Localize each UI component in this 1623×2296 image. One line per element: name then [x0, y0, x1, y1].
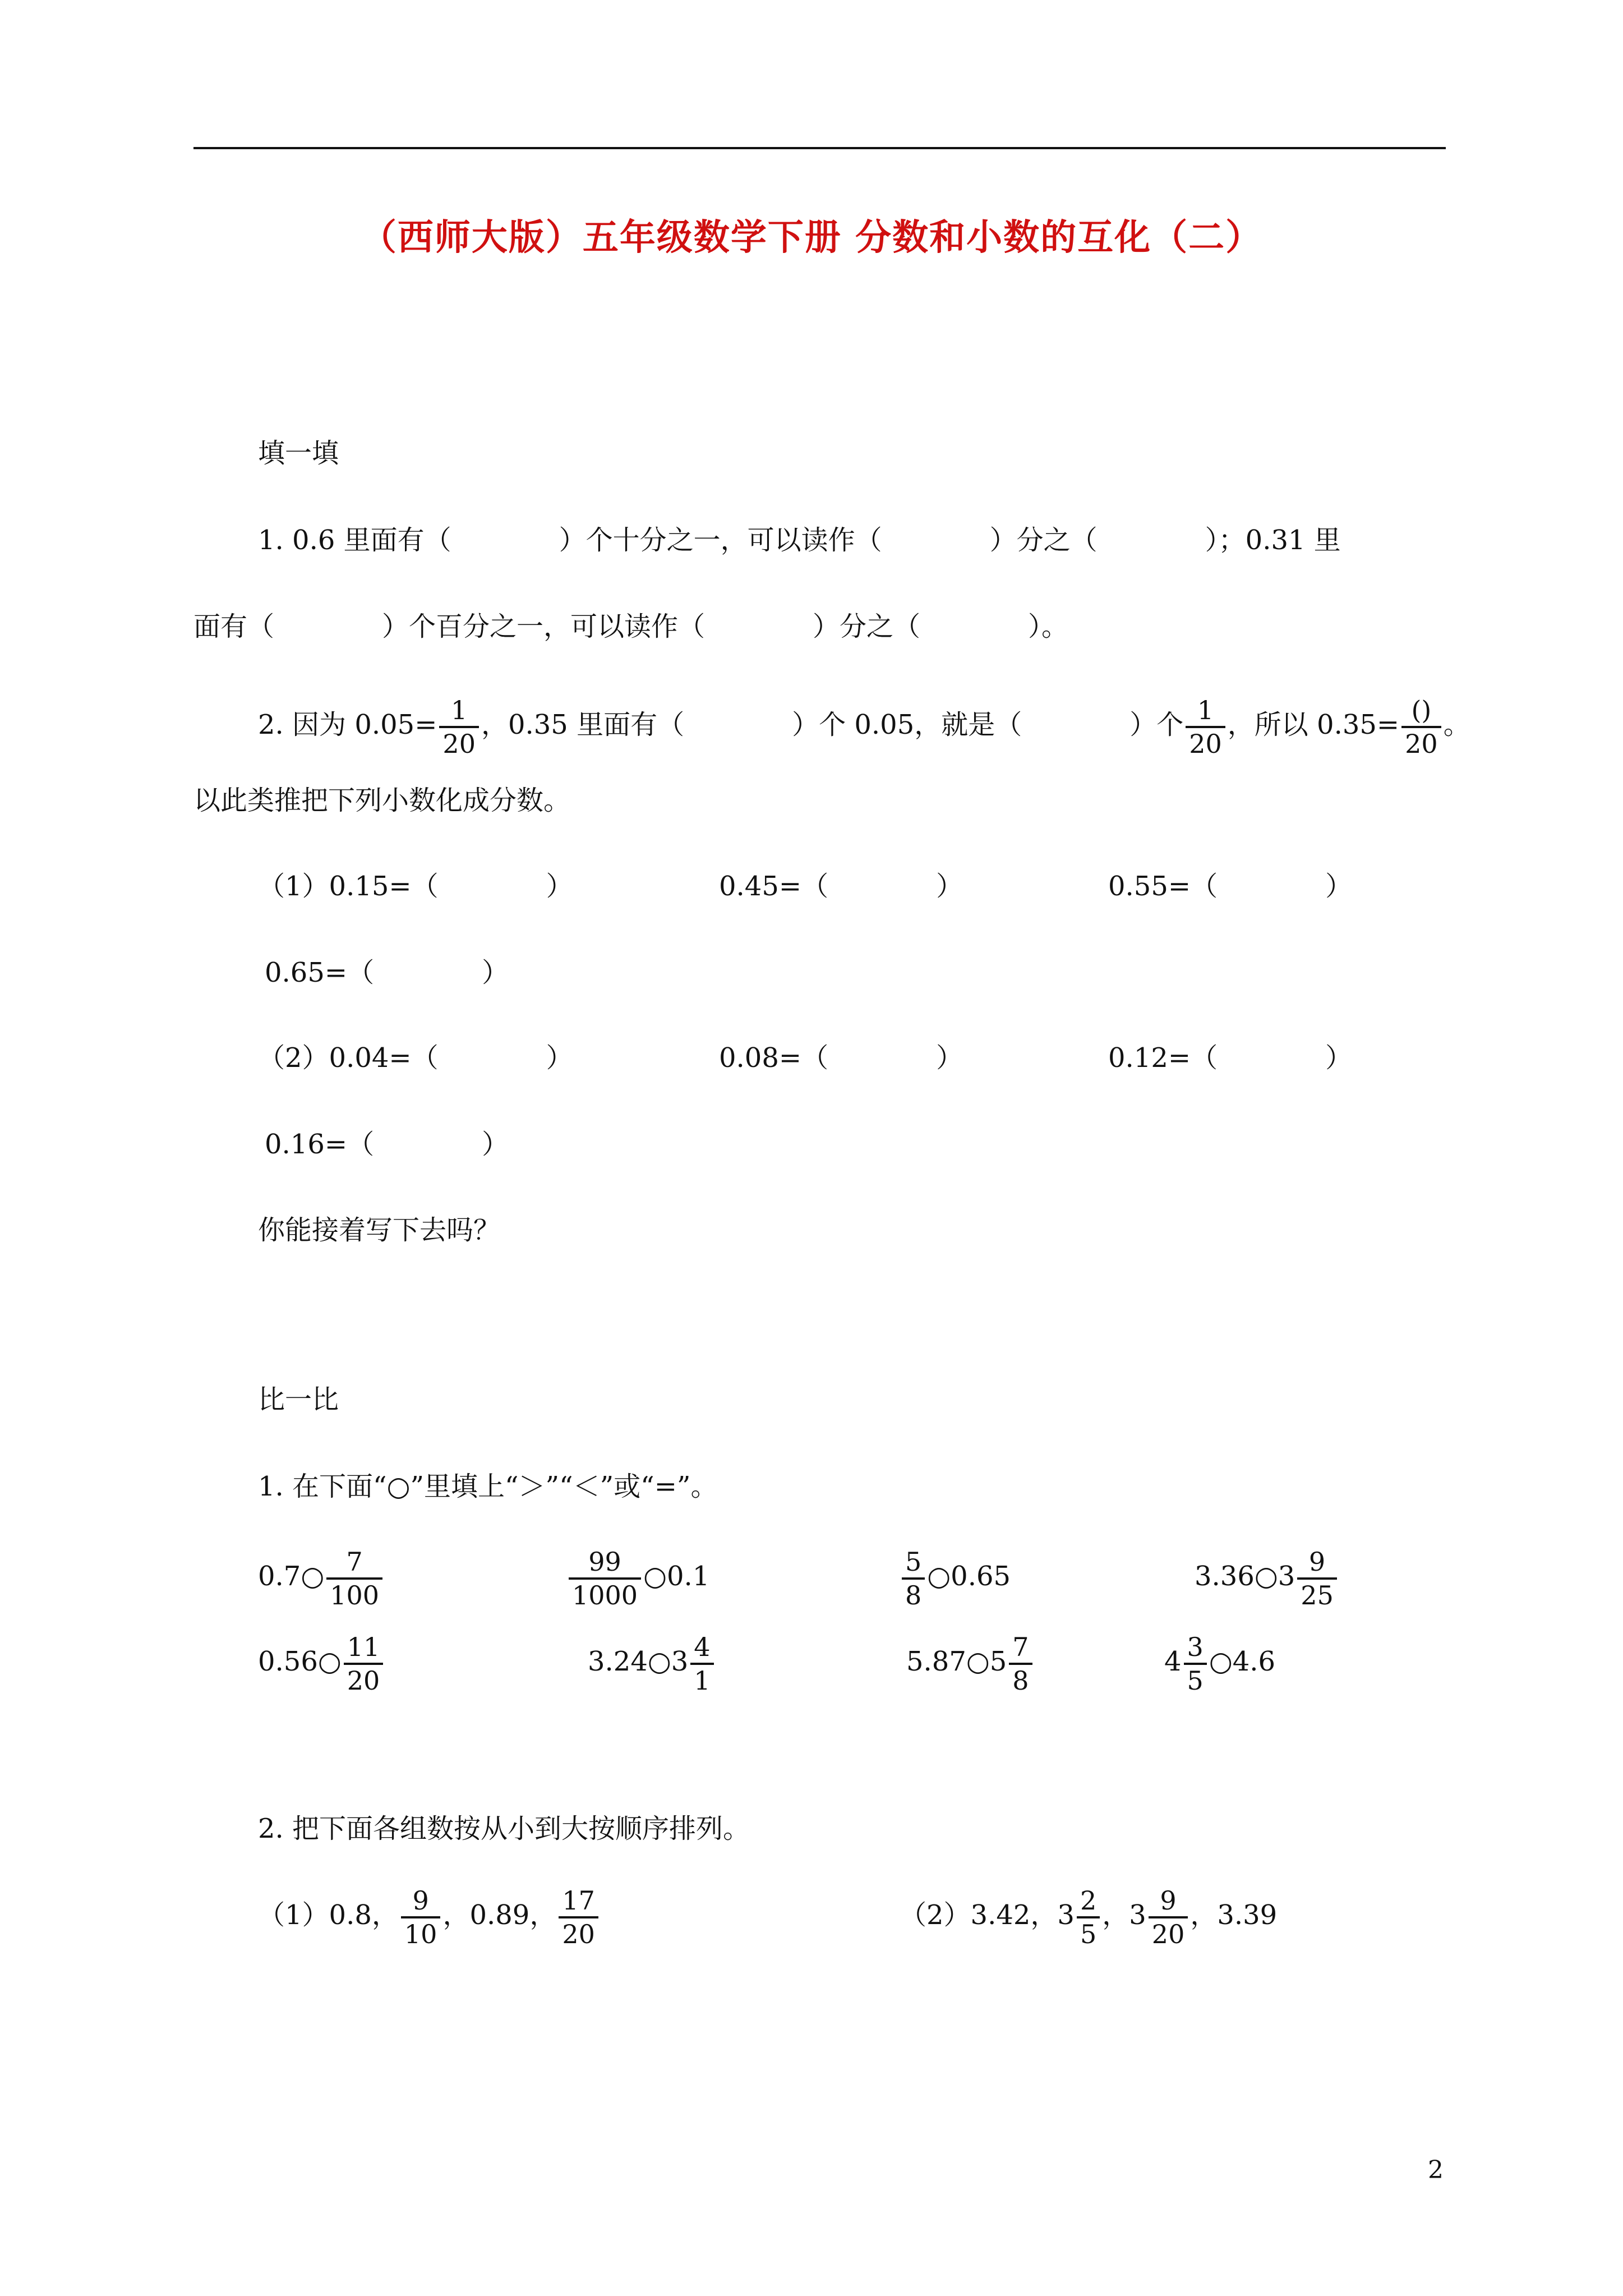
question-1-line-2: 面有（ ）个百分之一，可以读作（ ）分之（ ）。 — [193, 611, 1069, 642]
fraction-denominator: 20 — [347, 1665, 380, 1696]
fraction-numerator: 17 — [562, 1885, 595, 1916]
fraction — [1009, 1631, 1032, 1696]
fraction — [559, 1885, 598, 1950]
fraction-denominator: 20 — [1189, 728, 1222, 759]
fraction — [569, 1546, 641, 1611]
section-heading-fill: 填一填 — [258, 438, 339, 469]
ordering-group-2 — [900, 1876, 1277, 1954]
fraction-1-20 — [439, 694, 479, 760]
fraction-numerator: 9 — [412, 1885, 429, 1916]
q2-text-1: 2. 因为 0.05= — [258, 709, 437, 740]
fraction-denominator: 20 — [1151, 1918, 1185, 1949]
fraction-denominator: 8 — [905, 1580, 922, 1611]
row2-item-3: 0.12=（ ） — [1108, 1042, 1353, 1074]
row2-item-4: 0.16=（ ） — [265, 1129, 509, 1160]
page-number: 2 — [1428, 2156, 1444, 2184]
compare-text: 0.7○ — [258, 1561, 325, 1592]
row1-item-1: （1）0.15=（ ） — [258, 871, 573, 902]
ordering-text: （2）3.42，3 — [900, 1899, 1075, 1931]
row2-item-2: 0.08=（ ） — [719, 1042, 963, 1074]
fraction — [344, 1631, 384, 1696]
compare-text: ○4.6 — [1209, 1646, 1276, 1677]
fraction-1-20-b — [1186, 694, 1225, 760]
fraction-denominator: 5 — [1080, 1918, 1097, 1949]
fraction — [326, 1546, 382, 1611]
compare-text: 3.36○3 — [1195, 1561, 1295, 1592]
fraction-numerator: 99 — [588, 1546, 621, 1577]
compare-text: 0.56○ — [258, 1646, 342, 1677]
compare-item-4 — [1195, 1537, 1339, 1616]
fraction-numerator: 2 — [1080, 1885, 1097, 1916]
row1-item-2: 0.45=（ ） — [719, 871, 963, 902]
fraction-denominator: 10 — [404, 1918, 437, 1949]
q2-text-2: ，0.35 里面有（ ）个 0.05，就是（ ）个 — [481, 709, 1184, 740]
compare-text: 4 — [1164, 1646, 1182, 1677]
fraction-blank-20 — [1401, 694, 1441, 760]
compare-item-6 — [588, 1622, 716, 1701]
q2-text-3: ，所以 0.35= — [1227, 709, 1400, 740]
ordering-text: （1）0.8， — [258, 1899, 399, 1931]
fraction-denominator: 20 — [442, 728, 476, 759]
compare-text: ○0.65 — [927, 1561, 1011, 1592]
fraction-numerator: 4 — [694, 1631, 711, 1662]
compare-text: 5.87○5 — [906, 1646, 1007, 1677]
row2-item-1: （2）0.04=（ ） — [258, 1042, 573, 1074]
fraction — [1297, 1546, 1337, 1611]
question-2-line-1 — [258, 685, 1470, 764]
fraction — [902, 1546, 925, 1611]
fraction-numerator: 7 — [346, 1546, 363, 1577]
fraction-numerator: 1 — [1197, 694, 1214, 725]
fraction-numerator: 1 — [451, 694, 468, 725]
compare-item-7 — [906, 1622, 1035, 1701]
fraction-numerator: () — [1411, 694, 1432, 725]
row1-item-3: 0.55=（ ） — [1108, 871, 1353, 902]
fraction-numerator: 9 — [1308, 1546, 1326, 1577]
compare-item-5 — [258, 1622, 385, 1701]
fraction-denominator: 20 — [1405, 728, 1438, 759]
page-title: （西师大版）五年级数学下册 分数和小数的互化（二） — [360, 217, 1263, 259]
section-heading-compare: 比一比 — [258, 1384, 339, 1415]
ordering-text: ，3 — [1102, 1899, 1146, 1931]
row1-item-4: 0.65=（ ） — [265, 957, 509, 988]
compare-item-2 — [566, 1537, 709, 1616]
fraction — [401, 1885, 441, 1950]
header-rule — [193, 147, 1446, 149]
compare-question-2: 2. 把下面各组数按从小到大按顺序排列。 — [258, 1813, 750, 1844]
fraction-denominator: 100 — [330, 1580, 380, 1611]
question-1-line-1: 1. 0.6 里面有（ ）个十分之一，可以读作（ ）分之（ ）；0.31 里 — [258, 524, 1341, 556]
compare-text: 3.24○3 — [588, 1646, 689, 1677]
ordering-group-1 — [258, 1876, 601, 1954]
compare-question-1: 1. 在下面“○”里填上“＞”“＜”或“=”。 — [258, 1471, 718, 1502]
fraction-denominator: 1000 — [572, 1580, 638, 1611]
compare-text: ○0.1 — [643, 1561, 710, 1592]
q2-text-4: 。 — [1443, 709, 1470, 740]
fraction — [1184, 1631, 1207, 1696]
compare-item-1 — [258, 1537, 385, 1616]
ordering-text: ，0.89， — [442, 1899, 557, 1931]
fraction-numerator: 5 — [905, 1546, 922, 1577]
continue-prompt: 你能接着写下去吗？ — [258, 1214, 501, 1246]
fraction-numerator: 11 — [347, 1631, 380, 1662]
fraction-denominator: 8 — [1012, 1665, 1029, 1696]
fraction-denominator: 25 — [1301, 1580, 1334, 1611]
fraction-numerator: 3 — [1187, 1631, 1204, 1662]
ordering-text: ，3.39 — [1190, 1899, 1278, 1931]
compare-item-8 — [1164, 1622, 1275, 1701]
fraction-denominator: 5 — [1187, 1665, 1204, 1696]
fraction — [1077, 1885, 1100, 1950]
fraction — [1149, 1885, 1188, 1950]
fraction — [690, 1631, 713, 1696]
fraction-numerator: 9 — [1160, 1885, 1177, 1916]
fraction-numerator: 7 — [1012, 1631, 1029, 1662]
fraction-denominator: 1 — [694, 1665, 711, 1696]
compare-item-3 — [900, 1537, 1011, 1616]
fraction-denominator: 20 — [562, 1918, 595, 1949]
question-2-line-2: 以此类推把下列小数化成分数。 — [193, 785, 571, 816]
